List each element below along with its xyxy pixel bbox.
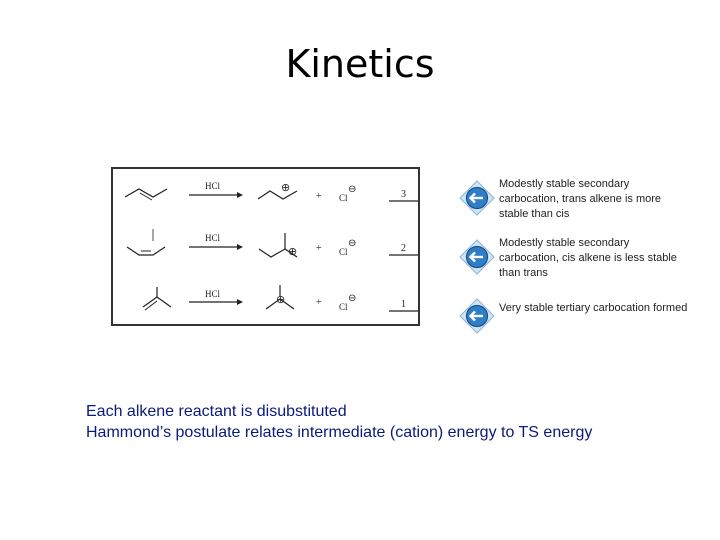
chloride-ion: Cl [339, 247, 348, 257]
cation-skeleton [259, 249, 285, 257]
cation-charge: ⊕ [276, 294, 286, 306]
plus-sign: + [316, 243, 322, 254]
alkene-trans [125, 189, 167, 197]
reaction-scheme [111, 167, 420, 326]
plus-sign: + [316, 191, 322, 202]
reagent-label: HCl [205, 289, 221, 299]
reaction-row-1 [125, 181, 418, 203]
chloride-charge: ⊖ [348, 293, 357, 304]
chloride-ion: Cl [339, 193, 348, 203]
cation-charge: ⊕ [288, 246, 298, 258]
cation-skeleton [258, 191, 297, 199]
reaction-row-3 [143, 285, 418, 312]
summary-line-2: Hammond’s postulate relates intermediate (cation) energy to TS energy [86, 424, 593, 441]
summary-text [86, 401, 706, 443]
note-tertiary [458, 295, 688, 341]
summary-line-1: Each alkene reactant is disubstituted [86, 403, 347, 420]
reaction-row-2 [127, 229, 418, 258]
reagent-label: HCl [205, 233, 221, 243]
back-arrow-icon[interactable] [458, 297, 496, 335]
reagent-label: HCl [205, 181, 221, 191]
reaction-scheme-drawing [113, 169, 418, 324]
plus-sign: + [316, 297, 322, 308]
note-trans-alkene [458, 177, 688, 223]
note-text: Very stable tertiary carbocation formed [499, 302, 688, 314]
stability-rank: 1 [401, 299, 406, 310]
back-arrow-icon[interactable] [458, 179, 496, 217]
chloride-charge: ⊖ [348, 184, 357, 195]
chloride-ion: Cl [339, 302, 348, 312]
note-cis-alkene [458, 236, 688, 282]
note-text: Modestly stable secondary carbocation, trans alkene is more stable than cis [499, 178, 662, 220]
back-arrow-icon[interactable] [458, 238, 496, 276]
slide-title: Kinetics [285, 42, 435, 86]
alkene-isobutylene [143, 297, 171, 307]
cation-charge: ⊕ [281, 182, 291, 194]
chloride-charge: ⊖ [348, 238, 357, 249]
stability-rank: 3 [401, 189, 406, 200]
note-text: Modestly stable secondary carbocation, cis alkene is less stable than trans [499, 237, 677, 279]
stability-rank: 2 [401, 243, 406, 254]
